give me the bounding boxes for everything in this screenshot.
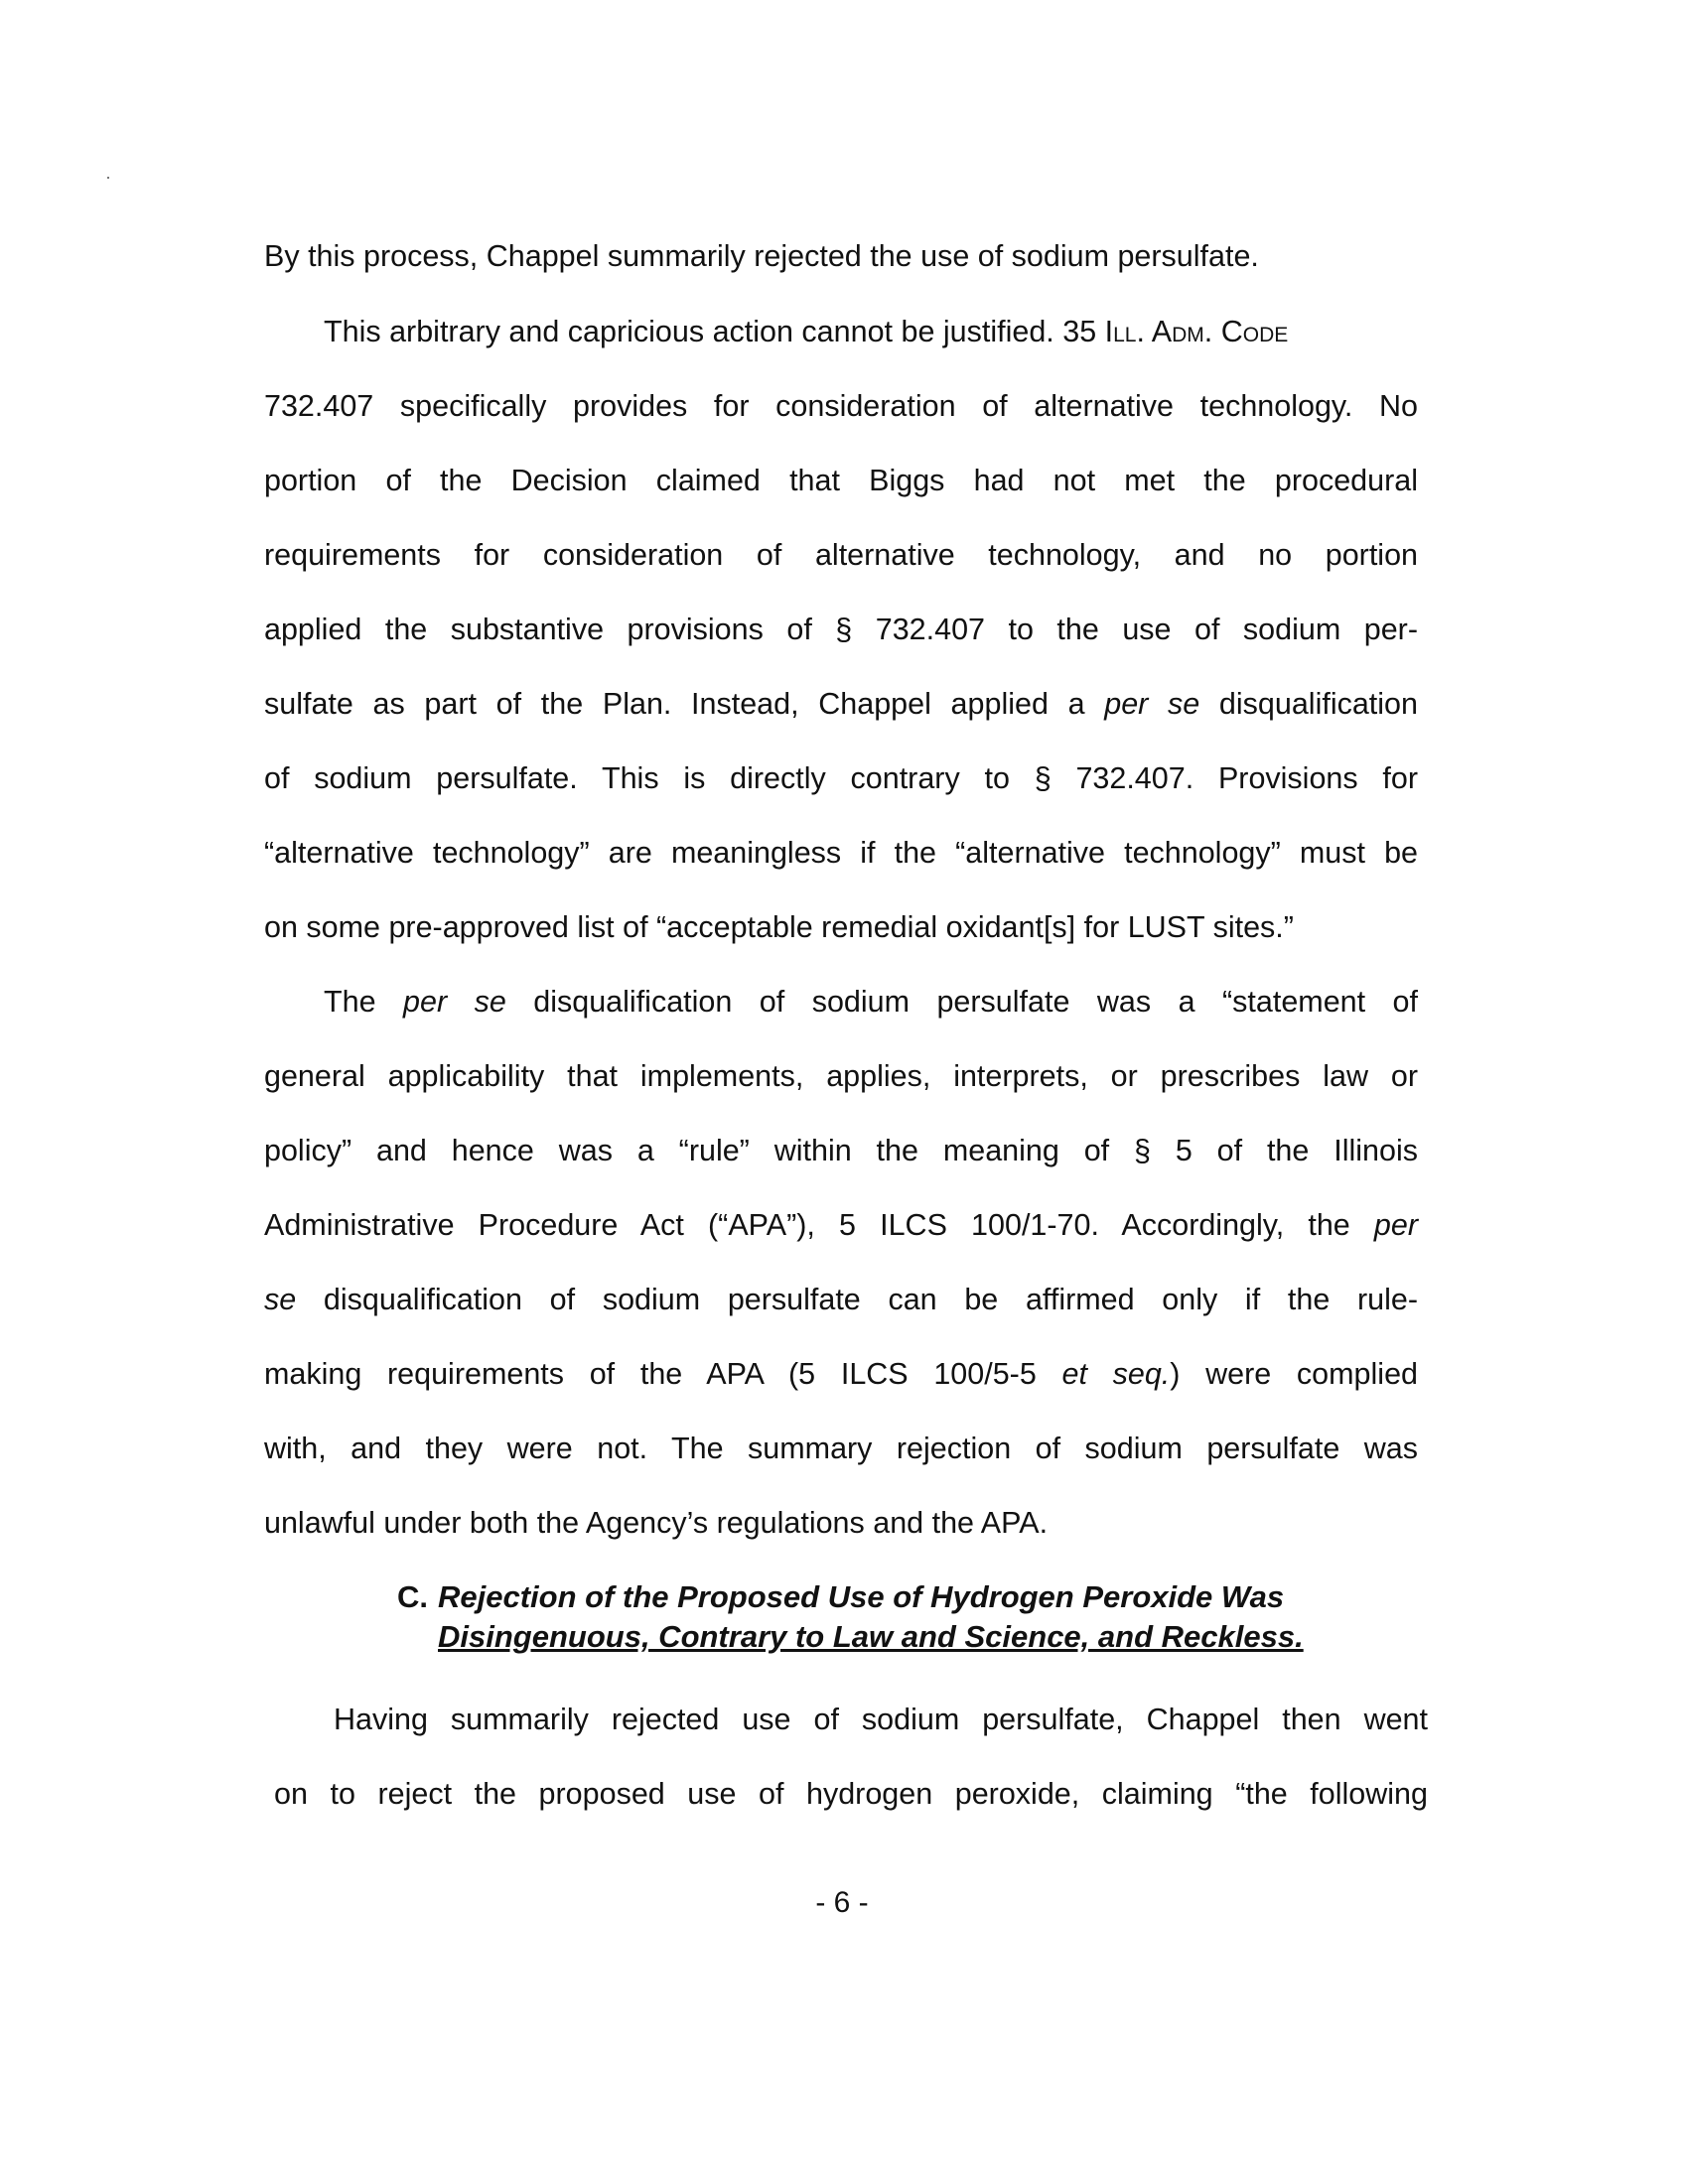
paragraph-text: sulfate as part of the Plan. Instead, Chappel applied a: [264, 687, 1105, 721]
section-letter: C.: [397, 1579, 428, 1614]
text-line: [264, 1503, 1048, 1543]
paragraph-text: on some pre-approved list of “acceptable remedial oxidant[s] for LUST sites.”: [264, 910, 1294, 944]
section-heading: [397, 1578, 1284, 1616]
text-line: [264, 1280, 1418, 1319]
text-line: [264, 1429, 1418, 1468]
text-line: [324, 982, 1418, 1022]
text-line: [264, 758, 1418, 798]
scan-speck: [107, 177, 109, 179]
paragraph-text: “alternative technology” are meaningless if the “alternative technology” must be: [264, 836, 1418, 870]
text-line: [264, 236, 1259, 276]
text-line: [264, 1131, 1418, 1170]
text-line: [264, 535, 1418, 575]
text-line: [264, 684, 1418, 724]
paragraph-text: Having summarily rejected use of sodium persulfate, Chappel then went: [334, 1703, 1428, 1736]
paragraph-text: This arbitrary and capricious action cannot be justified. 35: [324, 315, 1105, 348]
paragraph-text: portion of the Decision claimed that Biggs had not met the procedural: [264, 464, 1418, 497]
paragraph-text: making requirements of the APA (5 ILCS 100/5-5: [264, 1357, 1062, 1391]
text-line: [264, 1354, 1418, 1394]
text-line: [264, 461, 1418, 500]
section-heading-continued: [438, 1618, 1304, 1656]
text-line: [324, 312, 1288, 351]
heading-text: Rejection of the Proposed Use of Hydrogen Peroxide Was: [438, 1579, 1285, 1614]
italic-text: per se: [1104, 687, 1200, 721]
italic-text: per se: [403, 985, 506, 1019]
text-line: [264, 386, 1418, 426]
paragraph-text: requirements for consideration of alternative technology, and no portion: [264, 538, 1418, 572]
heading-text: Disingenuous, Contrary to Law and Science, and Reckless.: [438, 1619, 1304, 1654]
paragraph-text: disqualification of sodium persulfate was a “statement of: [505, 985, 1418, 1019]
paragraph-text: disqualification of sodium persulfate can be affirmed only if the rule-: [296, 1283, 1418, 1316]
text-line: [274, 1774, 1428, 1814]
text-line: [264, 1205, 1418, 1245]
paragraph-text: By this process, Chappel summarily rejected the use of sodium persulfate.: [264, 239, 1259, 273]
text-line: [264, 907, 1294, 947]
paragraph-text: Administrative Procedure Act (“APA”), 5 ILCS 100/1-70. Accordingly, the: [264, 1208, 1374, 1242]
paragraph-text: 732.407 specifically provides for consideration of alternative technology. No: [264, 389, 1418, 423]
text-line: [264, 1056, 1418, 1096]
paragraph-text: general applicability that implements, applies, interprets, or prescribes law or: [264, 1059, 1418, 1093]
paragraph-text: ) were complied: [1170, 1357, 1418, 1391]
text-line: [264, 610, 1418, 649]
paragraph-text: of sodium persulfate. This is directly contrary to § 732.407. Provisions for: [264, 761, 1418, 795]
italic-text: et seq.: [1061, 1357, 1171, 1391]
paragraph-text: disqualification: [1199, 687, 1418, 721]
paragraph-text: applied the substantive provisions of § 732.407 to the use of sodium per-: [264, 613, 1418, 646]
paragraph-text: with, and they were not. The summary rejection of sodium persulfate was: [264, 1432, 1418, 1465]
citation-small-caps: Ill. Adm. Code: [1104, 315, 1289, 348]
paragraph-text: The: [324, 985, 404, 1019]
paragraph-text: policy” and hence was a “rule” within the meaning of § 5 of the Illinois: [264, 1134, 1418, 1167]
paragraph-text: unlawful under both the Agency’s regulations and the APA.: [264, 1506, 1049, 1540]
text-line: [264, 833, 1418, 873]
italic-text: se: [264, 1283, 297, 1316]
italic-text: per: [1373, 1208, 1418, 1242]
paragraph-text: on to reject the proposed use of hydrogen peroxide, claiming “the following: [274, 1777, 1428, 1811]
text-line: [334, 1700, 1428, 1739]
page-number: - 6 -: [815, 1886, 869, 1919]
